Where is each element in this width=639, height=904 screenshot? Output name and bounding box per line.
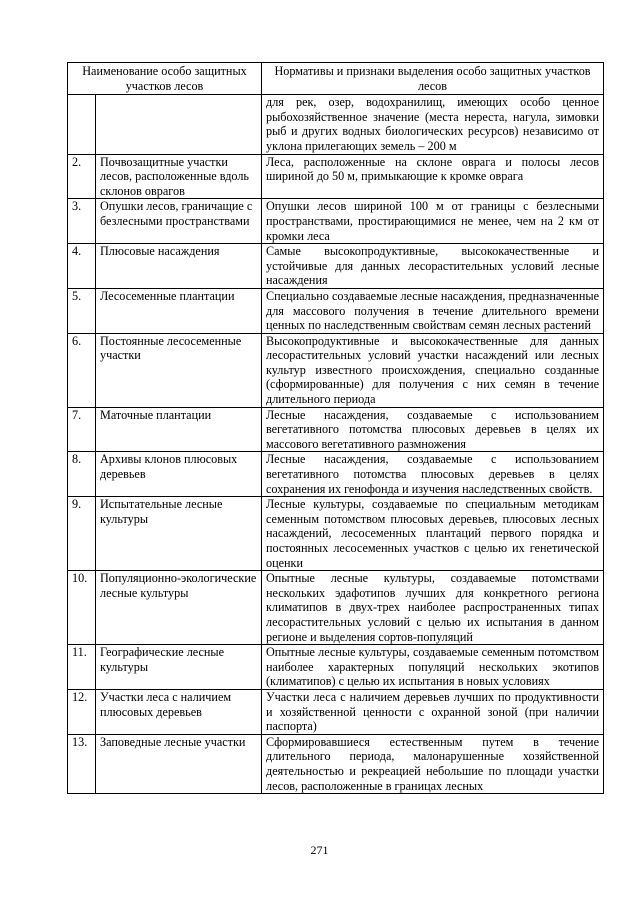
table-row bbox=[68, 571, 604, 645]
row-norm: Сформировавшиеся естественным путем в течение длительного периода, малонарушенные хозяйственной деятельностью и рекреацией небольшие по площади участки лесов, расположенные в границах лесных bbox=[262, 734, 604, 793]
row-norm: Лесные насаждения, создаваемые с использованием вегетативного потомства плюсовых деревьев в целях их массового вегетативного размножения bbox=[262, 407, 604, 452]
table-row bbox=[68, 154, 604, 199]
table-row bbox=[68, 645, 604, 690]
table-row bbox=[68, 288, 604, 333]
row-number: 13. bbox=[68, 734, 96, 793]
row-number: 4. bbox=[68, 244, 96, 289]
row-name: Испытательные лесные культуры bbox=[96, 497, 262, 571]
table-row bbox=[68, 497, 604, 571]
row-norm: Участки леса с наличием деревьев лучших по продуктивности и хозяйственной ценности с охранной зоной (при наличии паспорта) bbox=[262, 689, 604, 734]
row-number: 12. bbox=[68, 689, 96, 734]
row-norm: для рек, озер, водохранилищ, имеющих особо ценное рыбохозяйственное значение (места нереста, нагула, зимовки рыб и других водных биологических ресурсов) независимо от уклона прилегающих земель – 200 м bbox=[262, 95, 604, 154]
forest-areas-table bbox=[67, 62, 604, 794]
row-norm: Опытные лесные культуры, создаваемые потомствами нескольких эдафотипов лучших для конкретного региона климатипов в двух-трех наиболее распространенных типах лесорастительных условий с целью их испытания в данном регионе и выделения сортов-популяций bbox=[262, 571, 604, 645]
table-row bbox=[68, 244, 604, 289]
row-norm: Опытные лесные культуры, создаваемые семенным потомством наиболее характерных популяций нескольких экотипов (климатипов) с целью их испытания в новых условиях bbox=[262, 645, 604, 690]
row-number bbox=[68, 95, 96, 154]
row-name: Маточные плантации bbox=[96, 407, 262, 452]
row-name: Архивы клонов плюсовых деревьев bbox=[96, 452, 262, 497]
row-number: 3. bbox=[68, 199, 96, 244]
table-row bbox=[68, 452, 604, 497]
row-name: Участки леса с наличием плюсовых деревьев bbox=[96, 689, 262, 734]
row-name: Заповедные лесные участки bbox=[96, 734, 262, 793]
row-norm: Лесные насаждения, создаваемые с использованием вегетативного потомства плюсовых деревьев в целях сохранения их генофонда и изучения наследственных свойств. bbox=[262, 452, 604, 497]
row-number: 2. bbox=[68, 154, 96, 199]
row-name: Опушки лесов, граничащие с безлесными пространствами bbox=[96, 199, 262, 244]
table-row bbox=[68, 689, 604, 734]
table-row bbox=[68, 734, 604, 793]
row-number: 9. bbox=[68, 497, 96, 571]
row-norm: Лесные культуры, создаваемые по специальным методикам семенным потомством плюсовых деревьев, плюсовых лесных насаждений, лесосеменных плантаций первого порядка и постоянных лесосеменных участков с целью их генетической оценки bbox=[262, 497, 604, 571]
row-number: 6. bbox=[68, 333, 96, 407]
row-number: 5. bbox=[68, 288, 96, 333]
row-name: Почвозащитные участки лесов, расположенные вдоль склонов оврагов bbox=[96, 154, 262, 199]
row-number: 8. bbox=[68, 452, 96, 497]
row-name bbox=[96, 95, 262, 154]
row-norm: Опушки лесов шириной 100 м от границы с безлесными пространствами, простирающимися не менее, чем на 2 км от кромки леса bbox=[262, 199, 604, 244]
row-name: Постоянные лесосеменные участки bbox=[96, 333, 262, 407]
row-norm: Самые высокопродуктивные, высококачественные и устойчивые для данных лесорастительных условий лесные насаждения bbox=[262, 244, 604, 289]
table-header-row bbox=[68, 63, 604, 95]
table-row bbox=[68, 333, 604, 407]
row-norm: Высокопродуктивные и высококачественные для данных лесорастительных условий участки насаждений или лесных культур известного происхождения, специально созданные (сформированные) для получения с них семян в течение длительного периода bbox=[262, 333, 604, 407]
row-number: 10. bbox=[68, 571, 96, 645]
table-row-continuation bbox=[68, 95, 604, 154]
row-name: Плюсовые насаждения bbox=[96, 244, 262, 289]
row-number: 11. bbox=[68, 645, 96, 690]
row-name: Географические лесные культуры bbox=[96, 645, 262, 690]
row-name: Популяционно-экологические лесные культуры bbox=[96, 571, 262, 645]
row-norm: Специально создаваемые лесные насаждения, предназначенные для массового получения в течение длительного времени ценных по наследственным свойствам семян лесных растений bbox=[262, 288, 604, 333]
table-row bbox=[68, 407, 604, 452]
row-number: 7. bbox=[68, 407, 96, 452]
row-name: Лесосеменные плантации bbox=[96, 288, 262, 333]
table-row bbox=[68, 199, 604, 244]
header-name-column: Наименование особо защитных участков лесов bbox=[68, 63, 262, 95]
header-norms-column: Нормативы и признаки выделения особо защитных участков лесов bbox=[262, 63, 604, 95]
page-number: 271 bbox=[310, 843, 329, 857]
row-norm: Леса, расположенные на склоне оврага и полосы лесов шириной до 50 м, примыкающие к кромке оврага bbox=[262, 154, 604, 199]
